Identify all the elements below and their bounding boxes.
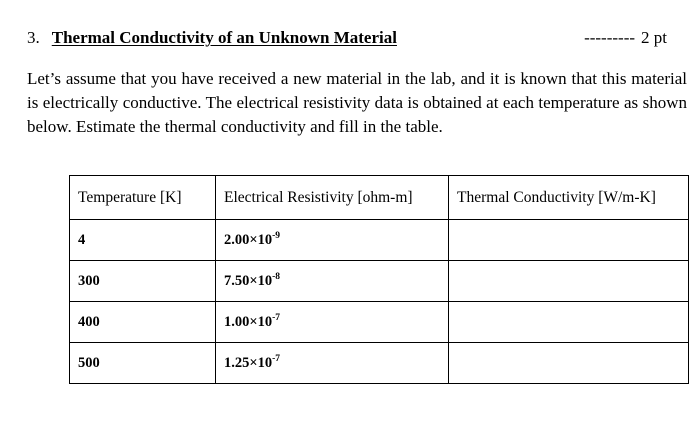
table-row — [70, 220, 689, 261]
table-row — [70, 302, 689, 343]
conductivity-cell[interactable] — [449, 220, 689, 261]
points-dashes: --------- — [584, 28, 636, 47]
temperature-cell: 300 — [70, 261, 216, 302]
resistivity-mantissa: 1.00×10 — [224, 313, 273, 330]
question-number: 3. — [27, 28, 40, 47]
temperature-cell: 400 — [70, 302, 216, 343]
resistivity-cell — [216, 343, 449, 384]
table-header-row — [70, 176, 689, 220]
table-row — [70, 261, 689, 302]
conductivity-cell[interactable] — [449, 261, 689, 302]
table-row — [70, 343, 689, 384]
resistivity-cell — [216, 302, 449, 343]
resistivity-table — [69, 175, 689, 384]
resistivity-exponent: -7 — [272, 353, 281, 364]
resistivity-cell — [216, 261, 449, 302]
header-resistivity: Electrical Resistivity [ohm-m] — [216, 176, 449, 220]
question-body: Let’s assume that you have received a new material in the lab, and it is known that this material is electrically conductive. The electrical resistivity data is obtained at each temperature as shown below. Estimate the thermal conductivity and fill in the table. — [27, 69, 687, 136]
header-conductivity: Thermal Conductivity [W/m-K] — [449, 176, 689, 220]
question-title: Thermal Conductivity of an Unknown Material — [51, 28, 397, 47]
points-label — [584, 28, 667, 48]
resistivity-exponent: -8 — [272, 271, 281, 282]
resistivity-mantissa: 1.25×10 — [224, 354, 273, 371]
resistivity-exponent: -9 — [272, 230, 281, 241]
points-value: 2 pt — [641, 28, 667, 47]
header-temperature: Temperature [K] — [70, 176, 216, 220]
resistivity-exponent: -7 — [272, 312, 281, 323]
conductivity-cell[interactable] — [449, 302, 689, 343]
resistivity-mantissa: 2.00×10 — [224, 231, 273, 248]
resistivity-cell — [216, 220, 449, 261]
conductivity-cell[interactable] — [449, 343, 689, 384]
temperature-cell: 4 — [70, 220, 216, 261]
temperature-cell: 500 — [70, 343, 216, 384]
resistivity-mantissa: 7.50×10 — [224, 272, 273, 289]
question-heading — [27, 28, 397, 48]
